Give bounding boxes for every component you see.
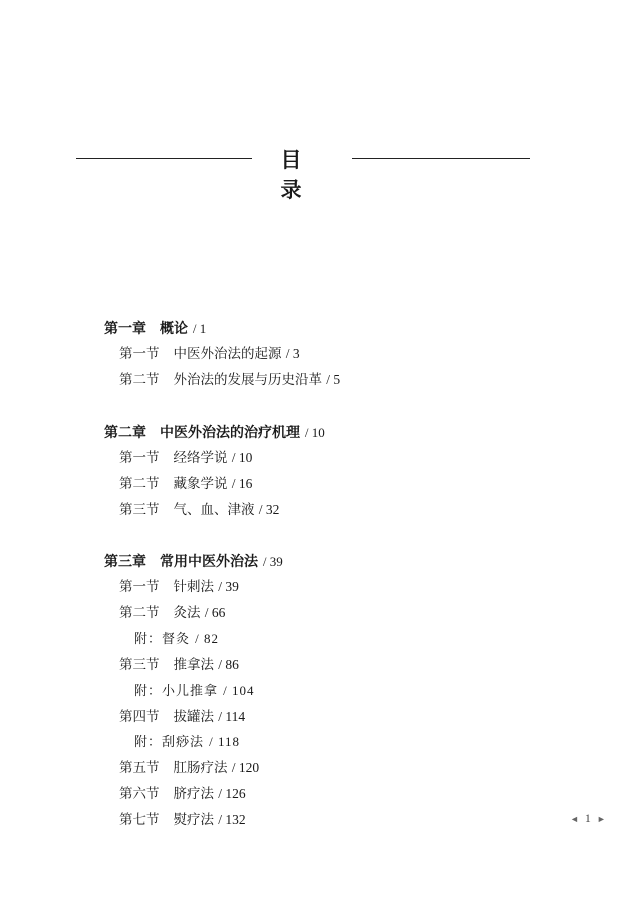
toc-chapter-2[interactable]: 第二章 中医外治法的治疗机理 / 10	[104, 425, 325, 441]
toc-section[interactable]: 第三节 气、血、津液 / 32	[119, 502, 280, 518]
right-arrow-icon: ►	[596, 814, 606, 824]
title-rule-left	[76, 158, 252, 159]
page-number: 1	[584, 811, 591, 825]
toc-section[interactable]: 第二节 藏象学说 / 16	[119, 476, 253, 492]
toc-section[interactable]: 第四节 拔罐法 / 114	[119, 709, 246, 725]
page-title: 目 录	[280, 148, 324, 202]
toc-section[interactable]: 第五节 肛肠疗法 / 120	[119, 760, 260, 776]
toc-section[interactable]: 第一节 中医外治法的起源 / 3	[119, 346, 300, 362]
toc-section[interactable]: 第六节 脐疗法 / 126	[119, 786, 246, 802]
toc-section[interactable]: 第二节 灸法 / 66	[119, 605, 226, 621]
page-footer	[570, 811, 606, 826]
toc-section[interactable]: 第一节 针刺法 / 39	[119, 579, 239, 595]
toc-appendix[interactable]: 附：督灸 / 82	[134, 631, 220, 647]
toc-chapter-1[interactable]: 第一章 概论 / 1	[104, 321, 207, 337]
left-arrow-icon: ◄	[570, 814, 579, 824]
toc-section[interactable]: 第三节 推拿法 / 86	[119, 657, 239, 673]
toc-section[interactable]: 第七节 熨疗法 / 132	[119, 812, 246, 828]
toc-section[interactable]: 第一节 经络学说 / 10	[119, 450, 253, 466]
toc-chapter-3[interactable]: 第三章 常用中医外治法 / 39	[104, 554, 283, 570]
toc-section[interactable]: 第二节 外治法的发展与历史沿革 / 5	[119, 372, 341, 388]
toc-appendix[interactable]: 附：小儿推拿 / 104	[134, 683, 255, 699]
title-rule-right	[352, 158, 530, 159]
toc-appendix[interactable]: 附：刮痧法 / 118	[134, 734, 241, 750]
